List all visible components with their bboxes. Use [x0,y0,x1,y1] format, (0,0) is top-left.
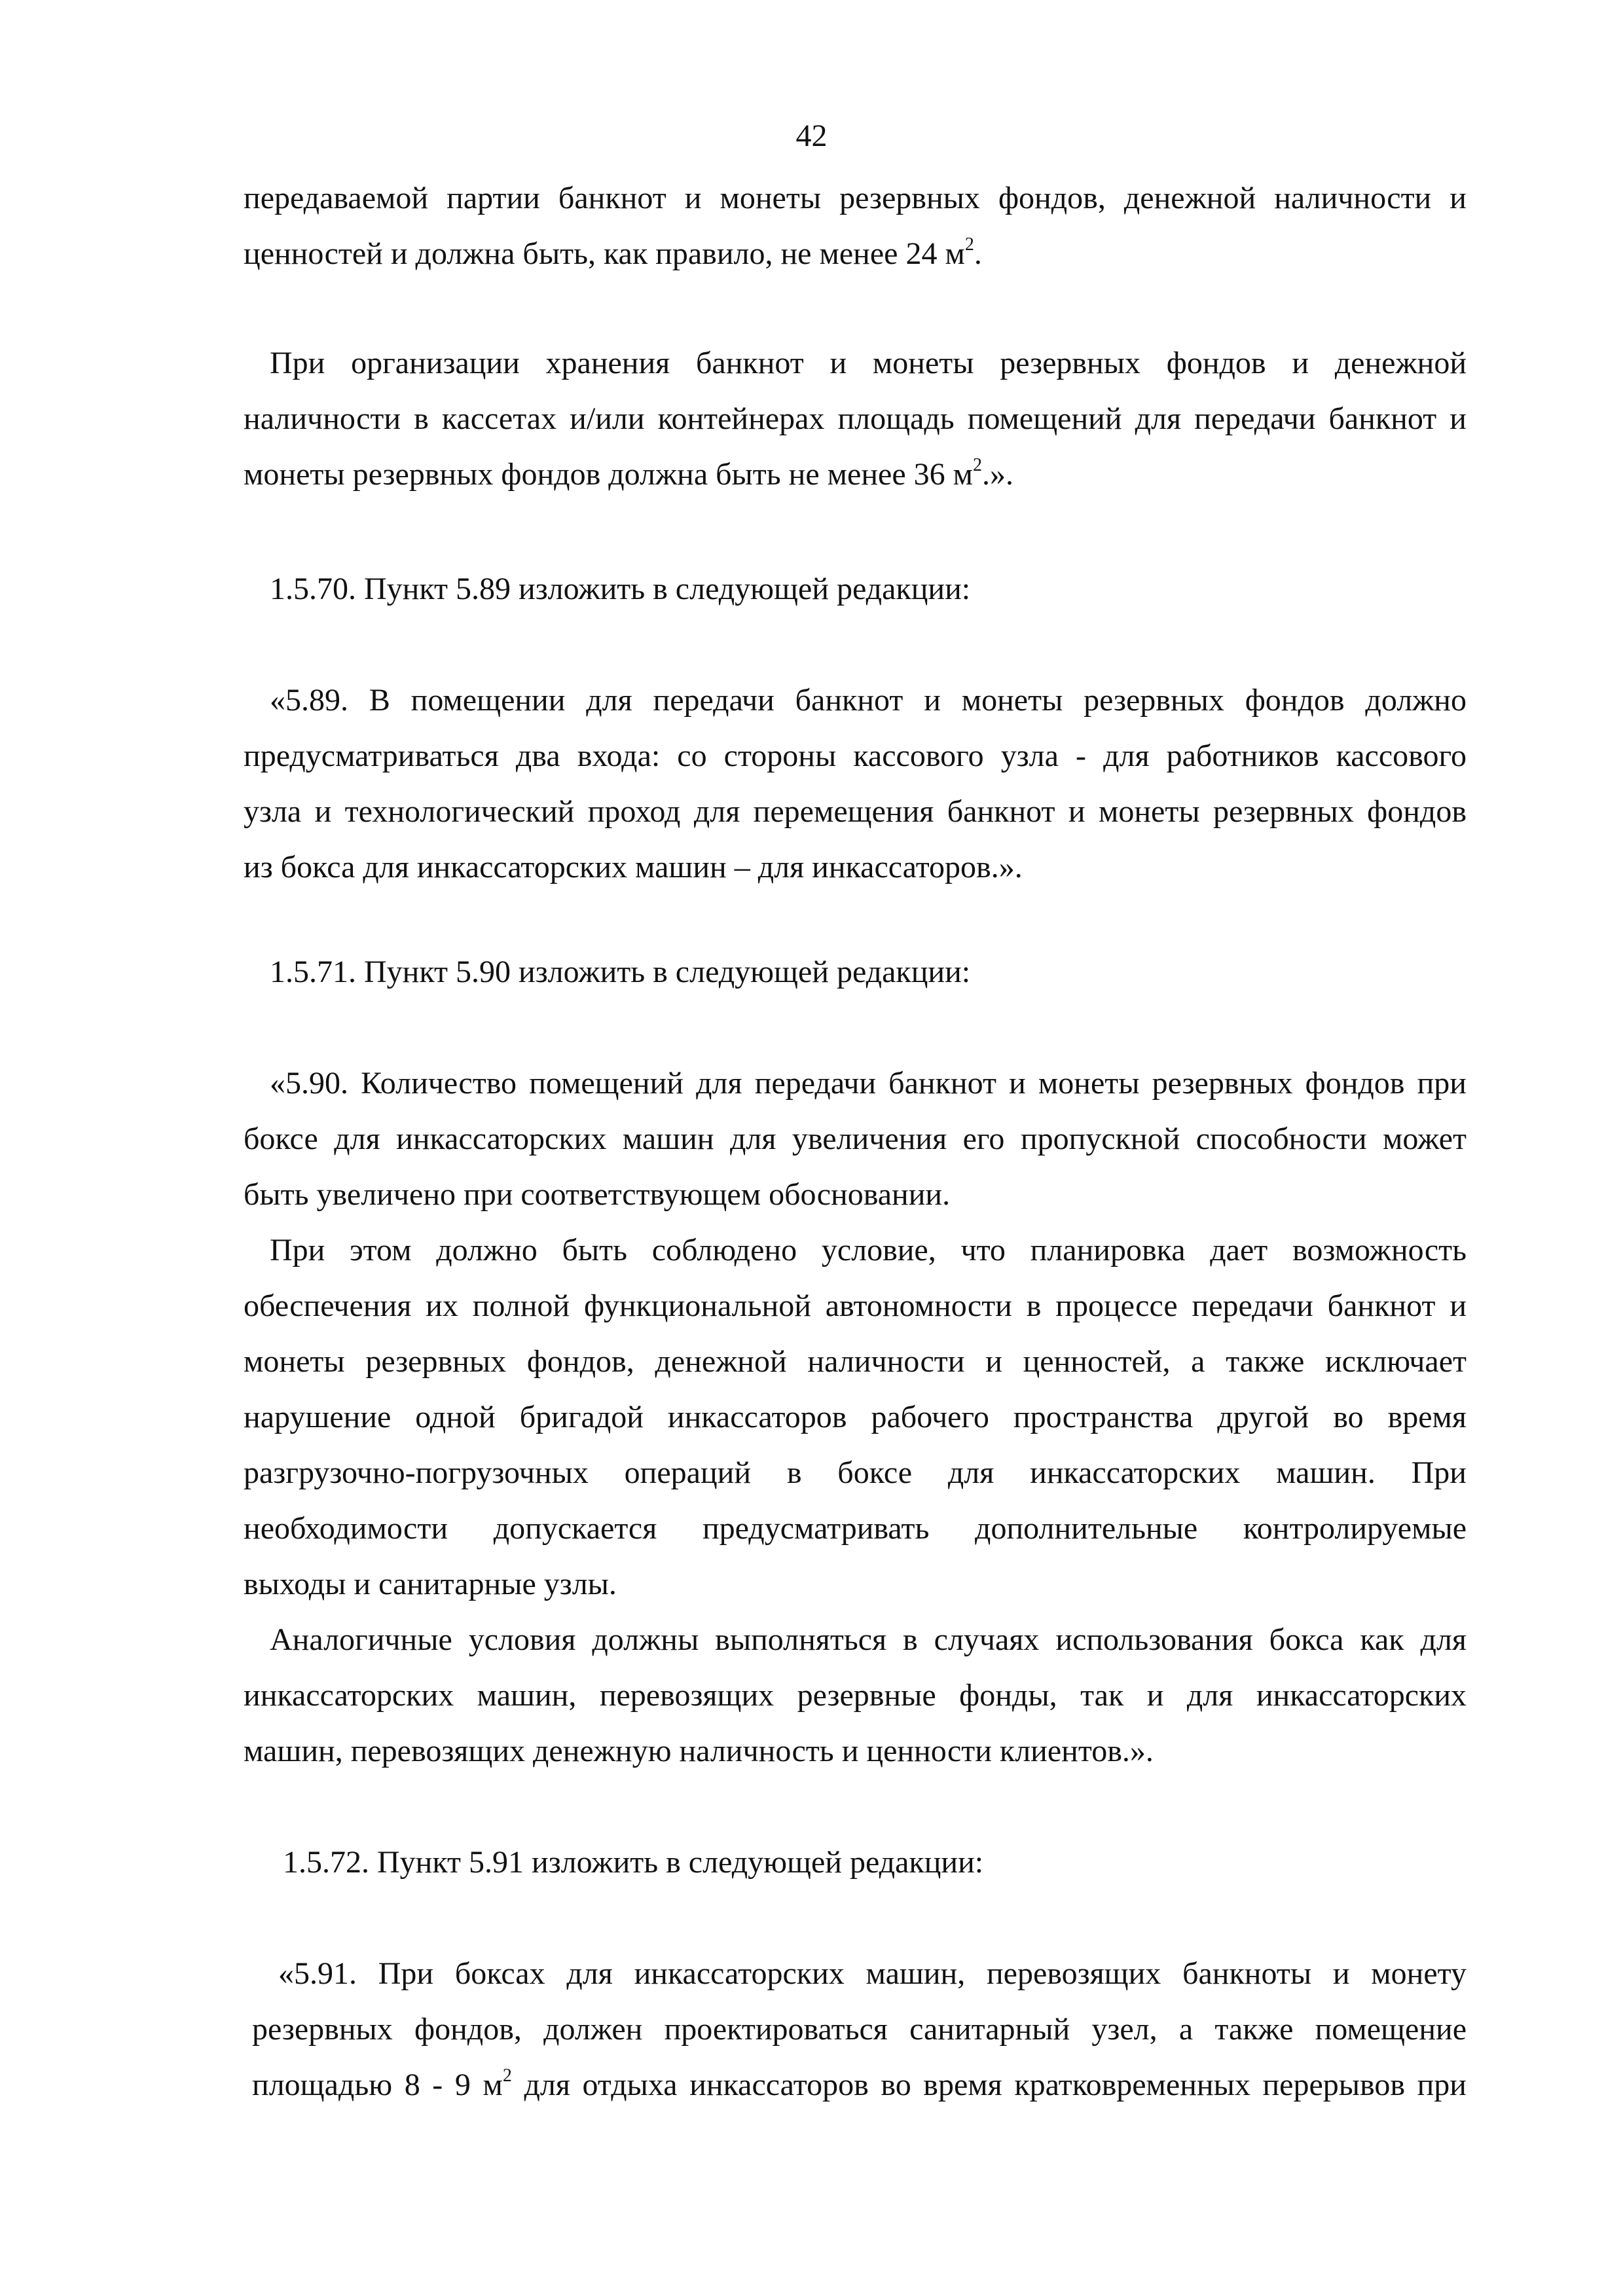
text-fragment: площадью 8 - 9 м [252,2068,503,2102]
paragraph-conditions-cont [244,1278,1467,1612]
text-fragment: . [974,236,982,271]
text-line: При этом должно быть соблюдено условие, что планировка дает возможность [270,1233,1467,1267]
text-line: машин, перевозящих денежную наличность и ценности клиентов.». [244,1734,1154,1768]
text-fragment: для отдыха инкассаторов во время кратковременных перерывов при [511,2068,1467,2102]
text-line: боксе для инкассаторских машин для увеличения его пропускной способности может [244,1121,1467,1156]
text-line: нарушение одной бригадой инкассаторов рабочего пространства другой во время [244,1400,1467,1434]
clause-1-5-71 [270,944,1467,1000]
text-line [244,226,1467,282]
page-number: 42 [795,118,828,153]
text-fragment: ценностей и должна быть, как правило, не менее 24 м [244,236,965,271]
paragraph-storage-area-cont [244,391,1467,502]
clause-1-5-70 [270,561,1467,617]
text-line [244,446,1467,502]
paragraph-5-90 [270,1055,1467,1111]
text-line: «5.91. При боксах для инкассаторских машин, перевозящих банкноты и монету [278,1956,1467,1991]
text-line: 1.5.70. Пункт 5.89 изложить в следующей редакции: [270,572,971,606]
text-line: из бокса для инкассаторских машин – для инкассаторов.». [244,850,1023,884]
paragraph-continuation [244,170,1467,282]
paragraph-5-91-cont [252,2001,1467,2113]
paragraph-analogous [270,1612,1467,1667]
text-line [252,2057,1467,2113]
superscript: 2 [502,2066,512,2086]
clause-1-5-72 [283,1834,1467,1890]
text-line: При организации хранения банкнот и монеты резервных фондов и денежной [270,346,1467,380]
paragraph-5-91 [278,1946,1467,2001]
text-line: передаваемой партии банкнот и монеты резервных фондов, денежной наличности и [244,181,1467,215]
paragraph-5-90-cont [244,1111,1467,1222]
superscript: 2 [964,234,974,255]
text-line: инкассаторских машин, перевозящих резервные фонды, так и для инкассаторских [244,1678,1467,1713]
text-line: резервных фондов, должен проектироваться санитарный узел, а также помещение [252,2012,1467,2047]
text-line: узла и технологический проход для перемещения банкнот и монеты резервных фондов [244,794,1467,829]
text-line: Аналогичные условия должны выполняться в случаях использования бокса как для [270,1622,1467,1657]
text-line: 1.5.72. Пункт 5.91 изложить в следующей редакции: [283,1845,984,1880]
paragraph-5-89 [270,672,1467,728]
text-fragment: .». [982,457,1014,492]
superscript: 2 [973,455,983,475]
paragraph-5-89-cont [244,728,1467,895]
text-line: необходимости допускается предусматривать дополнительные контролируемые [244,1511,1467,1546]
paragraph-conditions [270,1222,1467,1278]
text-line: «5.89. В помещении для передачи банкнот и монеты резервных фондов должно [270,683,1467,718]
text-line: 1.5.71. Пункт 5.90 изложить в следующей редакции: [270,955,971,989]
paragraph-analogous-cont [244,1667,1467,1779]
paragraph-storage-area [270,335,1467,391]
text-line: «5.90. Количество помещений для передачи банкнот и монеты резервных фондов при [270,1066,1467,1101]
text-line: выходы и санитарные узлы. [244,1567,617,1601]
text-line: разгрузочно-погрузочных операций в боксе для инкассаторских машин. При [244,1455,1467,1490]
text-fragment: монеты резервных фондов должна быть не менее 36 м [244,457,974,492]
text-line: наличности в кассетах и/или контейнерах площадь помещений для передачи банкнот и [244,401,1467,436]
text-line: обеспечения их полной функциональной автономности в процессе передачи банкнот и [244,1288,1467,1323]
text-line: монеты резервных фондов, денежной наличности и ценностей, а также исключает [244,1344,1467,1379]
text-line: предусматриваться два входа: со стороны кассового узла - для работников кассового [244,738,1467,773]
text-line: быть увеличено при соответствующем обосновании. [244,1177,951,1212]
